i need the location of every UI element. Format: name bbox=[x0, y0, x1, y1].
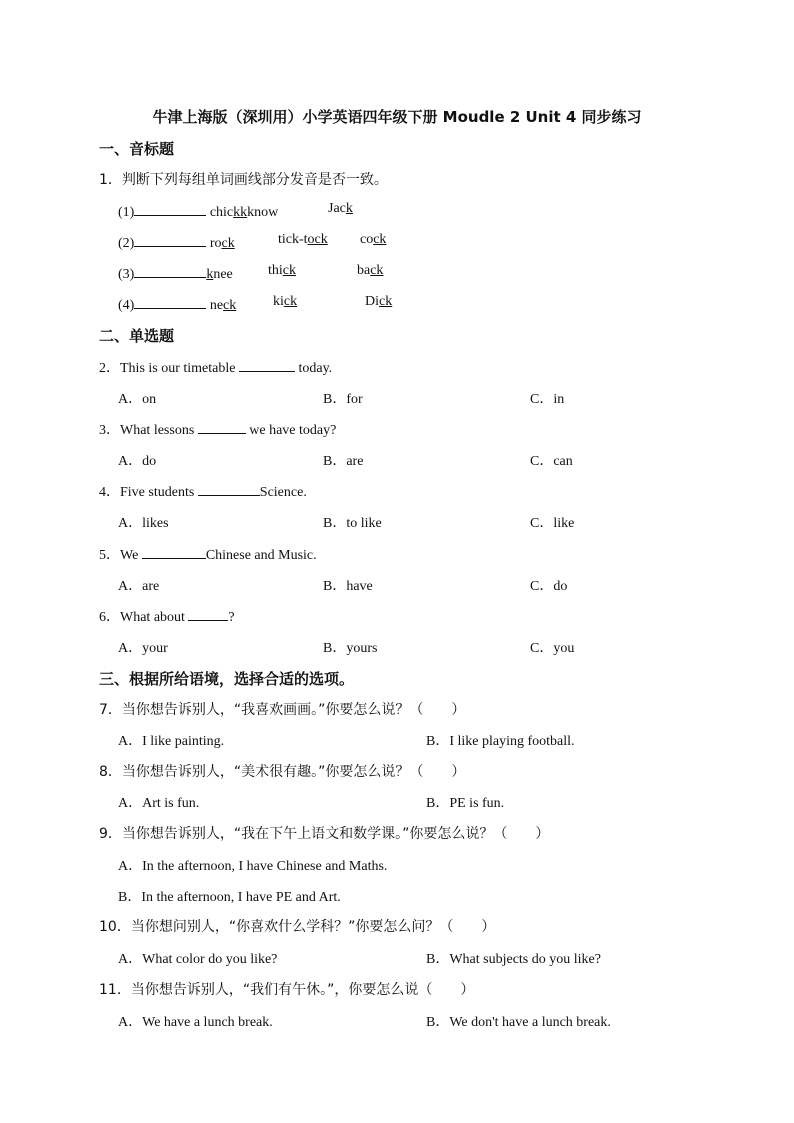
answer-blank[interactable] bbox=[239, 357, 295, 372]
section-heading-context: 三、根据所给语境，选择合适的选项。 bbox=[99, 670, 355, 688]
question-7-stem: 7．当你想告诉别人，“我喜欢画画。”你要怎么说？（ ） bbox=[99, 702, 466, 718]
answer-blank[interactable] bbox=[134, 294, 206, 309]
question-6-stem: 6．What about ? bbox=[99, 606, 235, 626]
q1-underlined-part: k bbox=[240, 205, 248, 220]
option-b[interactable]: B．have bbox=[323, 579, 373, 594]
answer-blank[interactable] bbox=[198, 481, 260, 496]
option-b[interactable]: B．are bbox=[323, 454, 364, 469]
q1-word: ro bbox=[209, 236, 222, 251]
option-c[interactable]: C．like bbox=[530, 516, 575, 531]
q1-word: back bbox=[357, 263, 384, 278]
q1-underlined-part: ck bbox=[373, 232, 387, 247]
q1-underlined-part: ck bbox=[223, 298, 237, 313]
q1-item-label: (2) bbox=[118, 236, 135, 251]
q1-word: Dick bbox=[365, 294, 393, 309]
q1-underlined-part: ck bbox=[379, 294, 393, 309]
option-a[interactable]: A．your bbox=[118, 641, 168, 656]
option-a[interactable]: A．We have a lunch break. bbox=[118, 1015, 273, 1030]
option-a[interactable]: A．Art is fun. bbox=[118, 796, 200, 811]
q1-item-3 bbox=[118, 263, 233, 283]
question-2-stem: 2．This is our timetable today. bbox=[99, 357, 332, 377]
q1-word: tick-tock bbox=[278, 232, 328, 247]
q1-underlined-part: k bbox=[345, 201, 353, 216]
q1-underlined-part: k bbox=[233, 205, 241, 220]
answer-blank[interactable] bbox=[134, 263, 206, 278]
option-c[interactable]: C．can bbox=[530, 454, 573, 469]
option-a[interactable]: A．In the afternoon, I have Chinese and Maths. bbox=[118, 859, 388, 874]
section-heading-phonics: 一、音标题 bbox=[99, 140, 175, 158]
option-c[interactable]: C．do bbox=[530, 579, 568, 594]
q1-word: chic bbox=[209, 205, 234, 220]
q1-item-label: (4) bbox=[118, 298, 135, 313]
q1-word: thick bbox=[268, 263, 296, 278]
q1-word: know bbox=[247, 205, 279, 220]
q1-underlined-part: ck bbox=[370, 263, 384, 278]
option-a[interactable]: A．What color do you like? bbox=[118, 952, 278, 967]
option-a[interactable]: A．are bbox=[118, 579, 160, 594]
q1-item-label: (1) bbox=[118, 205, 135, 220]
question-9-stem: 9．当你想告诉别人，“我在下午上语文和数学课。”你要怎么说？（ ） bbox=[99, 826, 550, 842]
question-4-stem: 4．Five students Science. bbox=[99, 481, 307, 501]
option-a[interactable]: A．do bbox=[118, 454, 157, 469]
q1-word: cock bbox=[360, 232, 387, 247]
option-a[interactable]: A．I like painting. bbox=[118, 734, 225, 749]
answer-blank[interactable] bbox=[134, 201, 206, 216]
question-5-stem: 5．We Chinese and Music. bbox=[99, 544, 317, 564]
q1-word: nee bbox=[213, 267, 233, 282]
option-c[interactable]: C．you bbox=[530, 641, 575, 656]
option-a[interactable]: A．likes bbox=[118, 516, 169, 531]
q1-item-2 bbox=[118, 232, 235, 252]
option-b[interactable]: B．PE is fun. bbox=[426, 796, 505, 811]
question-10-stem: 10．当你想问别人，“你喜欢什么学科？”你要怎么问？（ ） bbox=[99, 919, 496, 935]
option-b[interactable]: B．In the afternoon, I have PE and Art. bbox=[118, 890, 341, 905]
q1-underlined-part: ck bbox=[282, 263, 296, 278]
question-1-stem: 1．判断下列每组单词画线部分发音是否一致。 bbox=[99, 172, 388, 188]
question-8-stem: 8．当你想告诉别人，“美术很有趣。”你要怎么说？（ ） bbox=[99, 764, 466, 780]
q1-word: kick bbox=[273, 294, 298, 309]
answer-blank[interactable] bbox=[142, 544, 206, 559]
answer-blank[interactable] bbox=[198, 419, 246, 434]
section-heading-single-choice: 二、单选题 bbox=[99, 327, 175, 345]
option-b[interactable]: B．for bbox=[323, 392, 363, 407]
q1-underlined-part: ock bbox=[307, 232, 328, 247]
q1-word: ne bbox=[209, 298, 224, 313]
q1-item-1 bbox=[118, 201, 278, 221]
option-b[interactable]: B．We don't have a lunch break. bbox=[426, 1015, 611, 1030]
option-c[interactable]: C．in bbox=[530, 392, 565, 407]
option-b[interactable]: B．to like bbox=[323, 516, 382, 531]
question-3-stem: 3．What lessons we have today? bbox=[99, 419, 336, 439]
option-b[interactable]: B．yours bbox=[323, 641, 378, 656]
q1-item-4 bbox=[118, 294, 236, 314]
q1-underlined-part: ck bbox=[283, 294, 298, 309]
answer-blank[interactable] bbox=[134, 232, 206, 247]
option-b[interactable]: B．I like playing football. bbox=[426, 734, 575, 749]
answer-blank[interactable] bbox=[188, 606, 228, 621]
question-11-stem: 11．当你想告诉别人，“我们有午休。”，你要怎么说（ ） bbox=[99, 982, 475, 998]
q1-underlined-part: ck bbox=[221, 236, 235, 251]
q1-item-label: (3) bbox=[118, 267, 135, 282]
page-title: 牛津上海版（深圳用）小学英语四年级下册 Moudle 2 Unit 4 同步练习 bbox=[152, 108, 642, 126]
q1-underlined-part: k bbox=[206, 267, 214, 282]
option-a[interactable]: A．on bbox=[118, 392, 157, 407]
option-b[interactable]: B．What subjects do you like? bbox=[426, 952, 601, 967]
q1-word: Jack bbox=[328, 201, 353, 216]
